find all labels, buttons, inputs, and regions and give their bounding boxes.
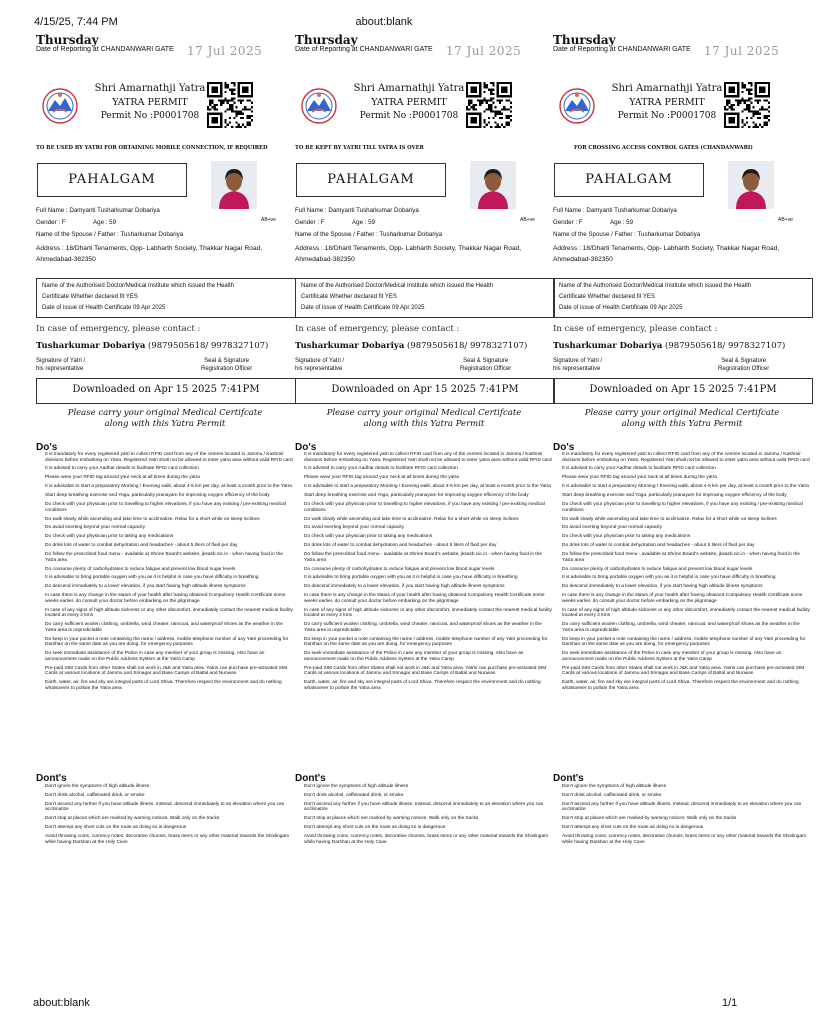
emergency-label: In case of emergency, please contact :: [36, 324, 201, 334]
dos-item: Do descend immediately to a lower elevation, if you start having high altitude illness symptoms: [562, 584, 763, 590]
dos-item: Do follow the prescribed food menu - available at Shrine Board's website, jksasb.nic.in - when having food in the Yatra area: [45, 552, 283, 563]
blood-group: AB+ve: [261, 217, 276, 223]
dos-item: It is advisable to bring portable oxygen with you as it is helpful in case you have difficulty in breathing: [45, 575, 259, 581]
donts-list: [45, 784, 294, 849]
dos-item: Do seek immediate assistance of the Police in case any member of your group is missing. Also have an announcement made on the Public Address System at the Yatra Camp: [304, 651, 524, 662]
emergency-contact-name: Tusharkumar Dobariya: [36, 341, 146, 351]
cert-line-1: Name of the Authorised Doctor/Medical Institute which issued the Health: [42, 283, 235, 289]
address: Address : 18/Dharti Tenaments, Opp- Labharth Society, Thakkar Nagar Road, Ahmedabad-382350: [36, 245, 263, 263]
dos-item: It is advisable to start a preparatory Morning / Evening walk, about 4-5 km per day, at least a month prior to the Yatra: [45, 484, 292, 490]
dos-item: Do avoid exerting beyond your normal capacity: [45, 525, 145, 531]
dos-item: Do check with your physician prior to travelling to higher elevations, if you have any existing / pre-existing medical conditions: [562, 502, 803, 513]
downloaded-on: Downloaded on Apr 15 2025 7:41PM: [589, 384, 777, 395]
copy-notice: FOR CROSSING ACCESS CONTROL GATES (CHANDANWARI): [574, 145, 753, 151]
dos-item: It is mandatory for every registered yatri to collect RFID card from any of the centres located in Jammu / Kashmir divisions before embarking on Yatra. Registered Yatri shall not be allowed to enter yatra area without valid RFID card: [562, 452, 810, 463]
sig-right-line2: Registration Officer: [201, 366, 253, 372]
carry-line1: Please carry your original Medical Certifcate: [67, 408, 263, 418]
print-datetime: 4/15/25, 7:44 PM: [34, 16, 118, 28]
carry-line2: along with this Yatra Permit: [104, 419, 226, 429]
dos-item: Please wear your RFID tag around your neck at all times during the yatra: [45, 475, 200, 481]
dos-item: Earth, water, air, fire and sky are integral parts of Lord Shiva. Therefore respect the environment and do nothing whatsoever to pollute the Yatra area: [562, 680, 799, 691]
yatra-permit-copy: [35, 28, 297, 958]
dos-item: It is advisable to bring portable oxygen with you as it is helpful in case you have difficulty in breathing: [562, 575, 776, 581]
dos-item: In case of any signs of high altitude sickness or any other discomfort, immediately contact the nearest medical facility located at every 2 kms: [562, 607, 810, 619]
permit-number: Permit No :P0001708: [100, 111, 200, 121]
dos-item: Do follow the prescribed food menu - available at Shrine Board's website, jksasb.nic.in - when having food in the Yatra area: [562, 552, 800, 563]
officer-signature-label: [201, 357, 252, 373]
dos-list: [304, 452, 553, 695]
cert-line-2: Certificate Whether declared fit YES: [42, 294, 138, 300]
copy-notice: TO BE USED BY YATRI FOR OBTAINING MOBILE CONNECTION, IF REQUIRED: [36, 145, 268, 151]
donts-item: Don't attempt any short cuts on the route as doing so is dangerous: [562, 825, 704, 831]
dos-item: Earth, water, air, fire and sky are integral parts of Lord Shiva. Therefore respect the environment and do nothing whatsoever to pollute the Yatra area: [45, 680, 282, 691]
age: Age : 59: [610, 219, 634, 226]
print-url: about:blank: [355, 16, 413, 28]
age: Age : 59: [93, 219, 117, 226]
age: Age : 59: [352, 219, 376, 226]
dos-item: Do avoid exerting beyond your normal capacity: [304, 525, 404, 531]
donts-item: Don't ignore the symptoms of high altitude illness: [304, 784, 409, 789]
reporting-gate: Date of Reporting at CHANDANWARI GATE: [553, 46, 691, 53]
copy-notice: TO BE KEPT BY YATRI TILL YATRA IS OVER: [295, 145, 424, 151]
medical-certificate-note: [295, 408, 553, 430]
dos-item: Do keep in your pocket a note containing the name / address, mobile telephone number of any Yatri proceeding for Darshan on the same date as you are doing, for emergency purposes: [304, 636, 548, 648]
blood-group: AB+ve: [520, 217, 535, 223]
dos-item: In case there is any change in the status of your health after having obtained Compulsory Health Certificate some weeks earlier, do consult your doctor before embarking on the pilgrimage: [45, 593, 286, 604]
dos-item: Do seek immediate assistance of the Police in case any member of your group is missing. Also have an announcement made on the Public Address System at the Yatra Camp: [45, 651, 265, 662]
yatri-photo: [211, 161, 257, 209]
cert-line-2: Certificate Whether declared fit YES: [559, 294, 655, 300]
dos-item: Do check with your physician prior to taking any medications: [562, 534, 691, 540]
dos-item: Do consume plenty of carbohydrates to reduce fatigue and prevent low blood sugar levels: [562, 566, 753, 572]
yatra-permit-copy: [552, 28, 814, 958]
dos-item: Do avoid exerting beyond your normal capacity: [562, 525, 662, 531]
donts-list: [562, 784, 811, 849]
dos-item: Start deep breathing exercise and Yoga, particularly pranayam for improving oxygen efficiency of the body: [45, 493, 270, 499]
qr-code-icon: [724, 82, 770, 128]
dos-item: Do walk slowly while ascending and take time to acclimatize. Relax for a short while on steep inclines: [45, 516, 260, 522]
dos-item: Do seek immediate assistance of the Police in case any member of your group is missing. Also have an announcement made on the Public Address System at the Yatra Camp: [562, 651, 782, 662]
spouse-father-name: Name of the Spouse / Father : Tusharkumar Dobariya: [295, 231, 443, 238]
sig-left-line1: Signature of Yatri /: [36, 358, 86, 364]
place-name: PAHALGAM: [327, 172, 415, 187]
donts-item: Don't stop at places which are marked by warning notices. Walk only on the tracks: [562, 816, 737, 822]
sig-right-line1: Seal & Signature: [204, 358, 250, 364]
health-certificate-box: [295, 278, 555, 318]
donts-item: Avoid throwing coins, currency notes, decorative chunnis, brass items or any other material towards the Shivlingam while having Darshan at the Holy Cave: [562, 834, 807, 845]
medical-certificate-note: [36, 408, 294, 430]
spouse-father-name: Name of the Spouse / Father : Tusharkumar Dobariya: [36, 231, 184, 238]
donts-item: Don't attempt any short cuts on the route as doing so is dangerous: [45, 825, 187, 831]
browser-print-header: [0, 14, 768, 28]
dos-item: Do follow the prescribed food menu - available at Shrine Board's website, jksasb.nic.in - when having food in the Yatra area: [304, 552, 542, 563]
sig-left-line2: his representative: [295, 366, 343, 372]
qr-code-icon: [466, 82, 512, 128]
sig-right-line1: Seal & Signature: [721, 358, 767, 364]
donts-item: Don't drink alcohol, caffeinated drink, or smoke: [45, 792, 145, 798]
emergency-label: In case of emergency, please contact :: [295, 324, 460, 334]
full-name: Full Name : Damyanti Tusharkumar Dobariya: [295, 207, 419, 214]
donts-item: Don't ignore the symptoms of high altitude illness: [45, 784, 150, 789]
dos-item: Do check with your physician prior to travelling to higher elevations, if you have any existing / pre-existing medical conditions: [45, 502, 286, 513]
donts-item: Don't stop at places which are marked by warning notices. Walk only on the tracks: [304, 816, 479, 822]
cert-line-3: Date of issue of Health Certificate 09 Apr 2025: [559, 305, 683, 311]
reporting-day: Thursday: [295, 33, 358, 47]
emergency-label: In case of emergency, please contact :: [553, 324, 718, 334]
dos-item: Do drink lots of water to combat dehydration and headaches - about 5 liters of fluid per day: [45, 543, 238, 549]
dos-item: Do carry sufficient woolen clothing, umbrella, wind cheater, raincoat, and waterproof shoes as the weather in the Yatra area is unpredictable: [45, 622, 283, 633]
downloaded-on: Downloaded on Apr 15 2025 7:41PM: [72, 384, 260, 395]
dos-item: Do carry sufficient woolen clothing, umbrella, wind cheater, raincoat, and waterproof shoes as the weather in the Yatra area is unpredictable: [304, 622, 542, 633]
dos-item: Do keep in your pocket a note containing the name / address, mobile telephone number of any Yatri proceeding for Darshan on the same date as you are doing, for emergency purposes: [562, 636, 806, 648]
full-name: Full Name : Damyanti Tusharkumar Dobariya: [553, 207, 677, 214]
cert-line-1: Name of the Authorised Doctor/Medical Institute which issued the Health: [301, 283, 494, 289]
officer-signature-label: [460, 357, 511, 373]
dos-item: Do check with your physician prior to taking any medications: [304, 534, 433, 540]
sig-right-line2: Registration Officer: [460, 366, 512, 372]
officer-signature-label: [718, 357, 769, 373]
cert-line-3: Date of issue of Health Certificate 09 Apr 2025: [301, 305, 425, 311]
cert-line-3: Date of issue of Health Certificate 09 Apr 2025: [42, 305, 166, 311]
dos-item: It is advisable to start a preparatory Morning / Evening walk, about 4-5 km per day, at least a month prior to the Yatra: [304, 484, 551, 490]
dos-item: Pre-paid SIM Cards from other States shall not work in J&K and Yatra area. Yatris can purchase pre-activated SIM Cards at various locations of Jammu and Srinagar and Base Camps of Baltal and Nunwan: [562, 665, 805, 677]
address: Address : 18/Dharti Tenaments, Opp- Labharth Society, Thakkar Nagar Road, Ahmedabad-382350: [553, 245, 780, 263]
reporting-day: Thursday: [553, 33, 616, 47]
sig-left-line1: Signature of Yatri /: [295, 358, 345, 364]
donts-item: Don't ascend any further if you have altitude illness. Instead, descend immediately to an elevation where you can acclimatize: [304, 801, 544, 813]
permit-number: Permit No :P0001708: [617, 111, 717, 121]
dos-item: Do check with your physician prior to taking any medications: [45, 534, 174, 540]
carry-line2: along with this Yatra Permit: [363, 419, 485, 429]
gender: Gender : F: [553, 219, 583, 226]
yatri-signature-label: [36, 357, 85, 373]
reporting-date: 17 Jul 2025: [704, 44, 780, 58]
download-box: [295, 378, 555, 404]
dos-item: It is mandatory for every registered yatri to collect RFID card from any of the centres located in Jammu / Kashmir divisions before embarking on Yatra. Registered Yatri shall not be allowed to enter yatra area without valid RFID card: [45, 452, 293, 463]
dos-item: Start deep breathing exercise and Yoga, particularly pranayam for improving oxygen efficiency of the body: [562, 493, 787, 499]
donts-item: Don't stop at places which are marked by warning notices. Walk only on the tracks: [45, 816, 220, 822]
dos-item: In case of any signs of high altitude sickness or any other discomfort, immediately contact the nearest medical facility located at every 2 kms: [304, 607, 552, 619]
page-count: 1/1: [722, 997, 738, 1009]
yatri-photo: [728, 161, 774, 209]
dos-item: Do carry sufficient woolen clothing, umbrella, wind cheater, raincoat, and waterproof shoes as the weather in the Yatra area is unpredictable: [562, 622, 800, 633]
dos-heading: Do's: [295, 442, 317, 453]
sig-right-line2: Registration Officer: [718, 366, 770, 372]
donts-item: Don't ascend any further if you have altitude illness. Instead, descend immediately to an elevation where you can acclimatize: [45, 801, 285, 813]
dos-item: It is advised to carry your Aadhar details to facilitate RFID card collection: [304, 466, 458, 472]
dos-item: Please wear your RFID tag around your neck at all times during the yatra: [562, 475, 717, 481]
dos-item: In case of any signs of high altitude sickness or any other discomfort, immediately contact the nearest medical facility located at every 2 kms: [45, 607, 293, 619]
dos-heading: Do's: [553, 442, 575, 453]
carry-line1: Please carry your original Medical Certifcate: [326, 408, 522, 418]
yatri-signature-label: [295, 357, 344, 373]
permit-subtitle: YATRA PERMIT: [112, 97, 188, 108]
cert-line-1: Name of the Authorised Doctor/Medical Institute which issued the Health: [559, 283, 752, 289]
permit-title: Shri Amarnathji Yatra: [611, 83, 723, 94]
donts-item: Don't attempt any short cuts on the route as doing so is dangerous: [304, 825, 446, 831]
dos-item: It is advisable to bring portable oxygen with you as it is helpful in case you have difficulty in breathing: [304, 575, 518, 581]
emergency-contact-name: Tusharkumar Dobariya: [295, 341, 405, 351]
donts-item: Don't ascend any further if you have altitude illness. Instead, descend immediately to an elevation where you can acclimatize: [562, 801, 802, 813]
dos-item: Do drink lots of water to combat dehydration and headaches - about 5 liters of fluid per day: [562, 543, 755, 549]
permit-title: Shri Amarnathji Yatra: [94, 83, 206, 94]
donts-item: Avoid throwing coins, currency notes, decorative chunnis, brass items or any other material towards the Shivlingam while having Darshan at the Holy Cave: [304, 834, 549, 845]
yatri-photo: [470, 161, 516, 209]
donts-heading: Dont's: [295, 773, 326, 784]
dos-list: [45, 452, 294, 695]
donts-item: Avoid throwing coins, currency notes, decorative chunnis, brass items or any other material towards the Shivlingam while having Darshan at the Holy Cave: [45, 834, 290, 845]
sig-left-line2: his representative: [553, 366, 601, 372]
emergency-contact-phone: (9879505618/ 9978327107): [665, 341, 786, 351]
dos-item: Do consume plenty of carbohydrates to reduce fatigue and prevent low blood sugar levels: [45, 566, 236, 572]
reporting-gate: Date of Reporting at CHANDANWARI GATE: [36, 46, 174, 53]
dos-item: Pre-paid SIM Cards from other States shall not work in J&K and Yatra area. Yatris can purchase pre-activated SIM Cards at various locations of Jammu and Srinagar and Base Camps of Baltal and Nunwan: [304, 665, 547, 677]
medical-certificate-note: [553, 408, 811, 430]
permit-subtitle: YATRA PERMIT: [371, 97, 447, 108]
yatri-signature-label: [553, 357, 602, 373]
sig-left-line1: Signature of Yatri /: [553, 358, 603, 364]
downloaded-on: Downloaded on Apr 15 2025 7:41PM: [331, 384, 519, 395]
dos-item: Pre-paid SIM Cards from other States shall not work in J&K and Yatra area. Yatris can purchase pre-activated SIM Cards at various locations of Jammu and Srinagar and Base Camps of Baltal and Nunwan: [45, 665, 288, 677]
address: Address : 18/Dharti Tenaments, Opp- Labharth Society, Thakkar Nagar Road, Ahmedabad-382350: [295, 245, 522, 263]
donts-heading: Dont's: [36, 773, 67, 784]
dos-heading: Do's: [36, 442, 58, 453]
sig-left-line2: his representative: [36, 366, 84, 372]
dos-item: It is advisable to start a preparatory Morning / Evening walk, about 4-5 km per day, at least a month prior to the Yatra: [562, 484, 809, 490]
footer-url: about:blank: [33, 997, 90, 1009]
dos-item: Do drink lots of water to combat dehydration and headaches - about 5 liters of fluid per day: [304, 543, 497, 549]
donts-heading: Dont's: [553, 773, 584, 784]
dos-item: Do walk slowly while ascending and take time to acclimatize. Relax for a short while on steep inclines: [304, 516, 519, 522]
permit-number: Permit No :P0001708: [359, 111, 459, 121]
sig-right-line1: Seal & Signature: [463, 358, 509, 364]
reporting-gate: Date of Reporting at CHANDANWARI GATE: [295, 46, 433, 53]
dos-item: Do walk slowly while ascending and take time to acclimatize. Relax for a short while on steep inclines: [562, 516, 777, 522]
dos-item: Do descend immediately to a lower elevation, if you start having high altitude illness symptoms: [304, 584, 505, 590]
gender: Gender : F: [36, 219, 66, 226]
dos-item: Do check with your physician prior to travelling to higher elevations, if you have any existing / pre-existing medical conditions: [304, 502, 545, 513]
dos-item: In case there is any change in the status of your health after having obtained Compulsory Health Certificate some weeks earlier, do consult your doctor before embarking on the pilgrimage: [304, 593, 545, 604]
dos-item: It is mandatory for every registered yatri to collect RFID card from any of the centres located in Jammu / Kashmir divisions before embarking on Yatra. Registered Yatri shall not be allowed to enter yatra area without valid RFID card: [304, 452, 552, 463]
download-box: [553, 378, 813, 404]
emergency-contact-phone: (9879505618/ 9978327107): [148, 341, 269, 351]
download-box: [36, 378, 296, 404]
place-name: PAHALGAM: [585, 172, 673, 187]
permit-sheet: [0, 28, 810, 968]
dos-item: In case there is any change in the status of your health after having obtained Compulsory Health Certificate some weeks earlier, do consult your doctor before embarking on the pilgrimage: [562, 593, 803, 604]
dos-item: Start deep breathing exercise and Yoga, particularly pranayam for improving oxygen efficiency of the body: [304, 493, 529, 499]
cert-line-2: Certificate Whether declared fit YES: [301, 294, 397, 300]
place-box: [554, 163, 704, 197]
health-certificate-box: [553, 278, 813, 318]
emergency-contact-phone: (9879505618/ 9978327107): [407, 341, 528, 351]
health-certificate-box: [36, 278, 296, 318]
donts-list: [304, 784, 553, 849]
donts-item: Don't drink alcohol, caffeinated drink, or smoke: [304, 792, 404, 798]
spouse-father-name: Name of the Spouse / Father : Tusharkumar Dobariya: [553, 231, 701, 238]
carry-line1: Please carry your original Medical Certifcate: [584, 408, 780, 418]
carry-line2: along with this Yatra Permit: [621, 419, 743, 429]
dos-item: Do consume plenty of carbohydrates to reduce fatigue and prevent low blood sugar levels: [304, 566, 495, 572]
dos-item: It is advised to carry your Aadhar details to facilitate RFID card collection: [45, 466, 199, 472]
dos-item: It is advised to carry your Aadhar details to facilitate RFID card collection: [562, 466, 716, 472]
reporting-date: 17 Jul 2025: [446, 44, 522, 58]
place-box: [37, 163, 187, 197]
emergency-contact-name: Tusharkumar Dobariya: [553, 341, 663, 351]
full-name: Full Name : Damyanti Tusharkumar Dobariya: [36, 207, 160, 214]
dos-item: Do keep in your pocket a note containing the name / address, mobile telephone number of any Yatri proceeding for Darshan on the same date as you are doing, for emergency purposes: [45, 636, 289, 648]
donts-item: Don't ignore the symptoms of high altitude illness: [562, 784, 667, 789]
reporting-date: 17 Jul 2025: [187, 44, 263, 58]
place-box: [296, 163, 446, 197]
blood-group: AB+ve: [778, 217, 793, 223]
dos-item: Do descend immediately to a lower elevation, if you start having high altitude illness symptoms: [45, 584, 246, 590]
permit-title: Shri Amarnathji Yatra: [353, 83, 465, 94]
dos-item: Please wear your RFID tag around your neck at all times during the yatra: [304, 475, 459, 481]
qr-code-icon: [207, 82, 253, 128]
yatra-permit-copy: [294, 28, 556, 958]
gender: Gender : F: [295, 219, 325, 226]
permit-subtitle: YATRA PERMIT: [629, 97, 705, 108]
place-name: PAHALGAM: [68, 172, 156, 187]
reporting-day: Thursday: [36, 33, 99, 47]
dos-item: Earth, water, air, fire and sky are integral parts of Lord Shiva. Therefore respect the environment and do nothing whatsoever to pollute the Yatra area: [304, 680, 541, 691]
donts-item: Don't drink alcohol, caffeinated drink, or smoke: [562, 792, 662, 798]
dos-list: [562, 452, 811, 695]
